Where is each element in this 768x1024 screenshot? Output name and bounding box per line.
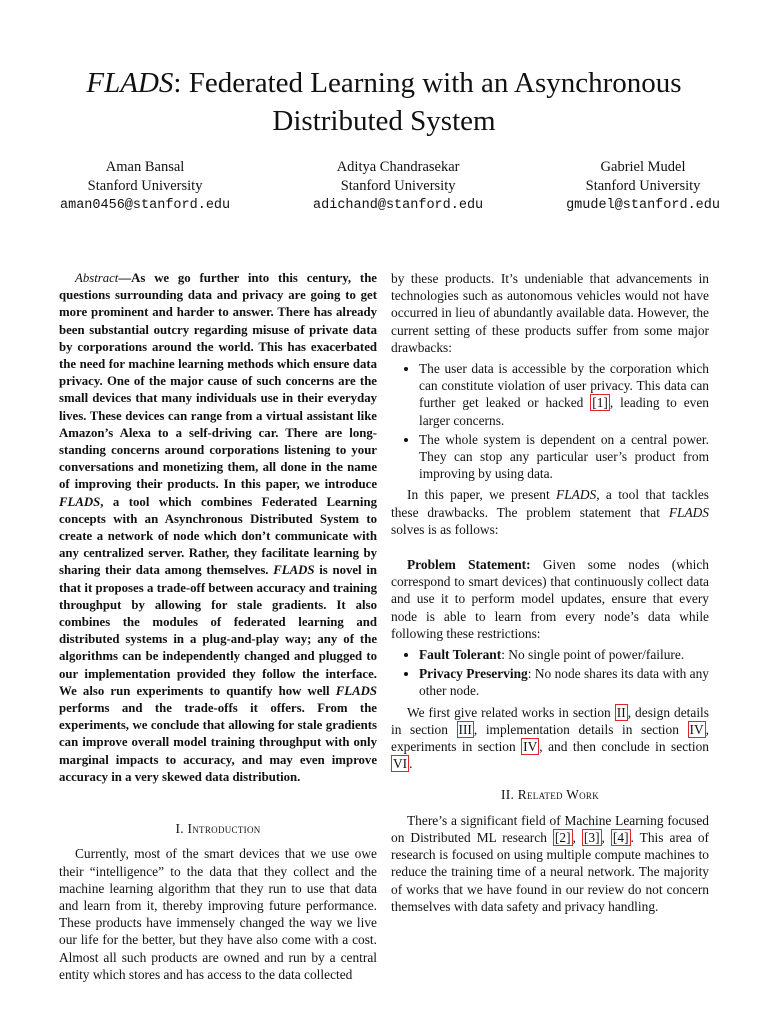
citation-link[interactable]: [3] — [583, 829, 600, 845]
present-flads-2: FLADS — [668, 504, 709, 520]
abstract-part2: , a tool which combines Federated Learning concepts with an Asynchronous Distributed System to create a network of node which don’t communicate with any centralized server. Rather, they facilitate learning by sharing their data among themselves. — [59, 494, 377, 578]
roadmap-text: . — [409, 756, 413, 772]
drawbacks-list — [391, 360, 709, 482]
list-item — [419, 360, 709, 429]
privacy-preserving-label: Privacy Preserving — [419, 666, 528, 682]
author-3 — [566, 158, 720, 215]
author-email: adichand@stanford.edu — [313, 198, 484, 213]
abstract-lead: Abstract — [75, 271, 119, 285]
author-affiliation: Stanford University — [585, 178, 701, 194]
abstract-part1: As we go further into this century, the questions surrounding data and privacy are going to get more prominent and harder to answer. There has already been substantial outcry regarding misuse of private data by corporations around the world. This has exacerbated the need for machine learning methods which ensure data privacy. One of the major cause of such concerns are the small devices that many individuals use in their everyday lives. These devices can range from a virtual assistant like Amazon’s Alexa to a self-driving car. There are long-standing concerns around corporations listening to your conversations and monetizing them, all done in the name of improving their products. In this paper, we introduce — [59, 271, 377, 492]
citation-separator: , — [572, 829, 582, 845]
author-name: Gabriel Mudel — [600, 159, 686, 175]
fault-tolerant-text: : No single point of power/failure. — [501, 647, 685, 663]
section-link[interactable]: III — [458, 721, 472, 737]
paper-title — [0, 64, 768, 140]
title-line2: Distributed System — [272, 105, 496, 137]
abstract-flads-3: FLADS — [335, 683, 377, 698]
title-line1: : Federated Learning with an Asynchronous — [173, 67, 682, 99]
author-name: Aditya Chandrasekar — [336, 159, 460, 175]
present-paragraph — [391, 486, 709, 538]
roadmap-text: , experiments in section — [391, 721, 709, 755]
present-text-b: , a tool that tackles these drawbacks. The problem statement that — [391, 487, 709, 520]
section-link[interactable]: II — [616, 704, 626, 720]
roadmap-text: We first give related works in section — [407, 704, 615, 720]
abstract-part3: is novel in that it proposes a trade-off between accuracy and training throughput by allowing for stale gradients. It also combines the modules of federated learning and distributed systems in a plug-and-play way; any of the algorithms can be independently changed and plugged to our implementation provided they follow the interface. We also run experiments to quantify how well — [59, 563, 377, 698]
problem-statement-label: Problem Statement: — [407, 557, 531, 573]
abstract-part4: performs and the trade-offs it offers. From the experiments, we conclude that allowing for stale gradients can improve overall model training throughput with only marginal impacts to accuracy, and may even improve accuracy in a very skewed data distribution. — [59, 701, 377, 784]
present-text-c: solves is as follows: — [391, 521, 499, 537]
citation-link[interactable]: [4] — [612, 829, 629, 845]
roadmap-text: , design details in section — [391, 704, 709, 737]
fault-tolerant-label: Fault Tolerant — [419, 647, 502, 663]
list-item: • The whole system is dependent on a central power. They can stop any particular user’s product from improving by using data. — [419, 431, 709, 483]
spacer — [391, 538, 709, 556]
intro-continued: by these products. It’s undeniable that advancements in technologies such as autonomous vehicles would not have occurred in lieu of abundantly available data. However, the current setting of these products suffer from some major drawbacks: — [391, 271, 709, 355]
author-email: aman0456@stanford.edu — [60, 198, 231, 213]
author-2 — [313, 158, 483, 215]
author-email: gmudel@stanford.edu — [566, 198, 720, 213]
restrictions-list — [391, 646, 709, 700]
abstract-flads-2: FLADS — [273, 563, 315, 578]
abstract — [59, 270, 377, 786]
author-affiliation: Stanford University — [340, 178, 456, 194]
section-link[interactable]: IV — [523, 739, 538, 755]
intro-heading: I. Introduction — [175, 821, 261, 837]
abstract-dash: — — [118, 271, 132, 285]
author-name: Aman Bansal — [105, 159, 185, 175]
related-paragraph — [391, 812, 709, 915]
bullet1-text-b: , leading to even larger concerns. — [419, 395, 709, 428]
author-1 — [60, 158, 230, 215]
abstract-flads-1: FLADS — [59, 494, 101, 509]
problem-statement-text: Given some nodes (which correspond to smart devices) that continuously collect data and use it to perform model updates, ensure that every node is able to learn from every node’s data while following these restrictions: — [391, 557, 709, 641]
citation-link[interactable]: [2] — [554, 829, 571, 845]
problem-statement — [391, 556, 709, 642]
related-text-b: . This area of research is focused on using multiple compute machines to reduce the training time of a neural network. The majority of works that we have found in our review do not concern themselves with data safety and privacy handling. — [391, 829, 709, 914]
citation-link[interactable]: [1] — [592, 395, 608, 411]
list-item — [419, 646, 709, 663]
roadmap-text: , implementation details in section — [473, 721, 688, 737]
section-link[interactable]: IV — [689, 721, 704, 737]
citation-separator: , — [601, 829, 611, 845]
right-column — [391, 270, 709, 915]
bullet1-text-a: The user data is accessible by the corporation which can constitute violation of user privacy. This data can further get leaked or hacked — [419, 361, 709, 411]
present-text-a: In this paper, we present — [407, 487, 557, 503]
privacy-preserving-text: : No node shares its data with any other node. — [419, 666, 710, 699]
roadmap-text: , and then conclude in section — [539, 739, 709, 755]
section-link[interactable]: VI — [393, 756, 408, 772]
related-text-a: There’s a significant field of Machine Learning focused on Distributed ML research — [391, 812, 709, 845]
title-emph: FLADS — [86, 67, 174, 99]
related-heading: II. Related Work — [500, 787, 600, 803]
author-affiliation: Stanford University — [87, 178, 203, 194]
present-flads-1: FLADS — [556, 487, 597, 503]
roadmap-paragraph — [391, 704, 709, 773]
left-column — [59, 270, 377, 983]
author-block — [60, 158, 720, 215]
intro-paragraph: Currently, most of the smart devices that we use owe their “intelligence” to the data that they collect and the machine learning algorithm that they run to use that data and learn from it, thereby improving future performance. These products have immensely changed the way we live our life for the better, but they have also come with a cost. Almost all such products are owned and run by a central entity which stores and has access to the data collected — [59, 846, 377, 982]
list-item — [419, 665, 709, 699]
